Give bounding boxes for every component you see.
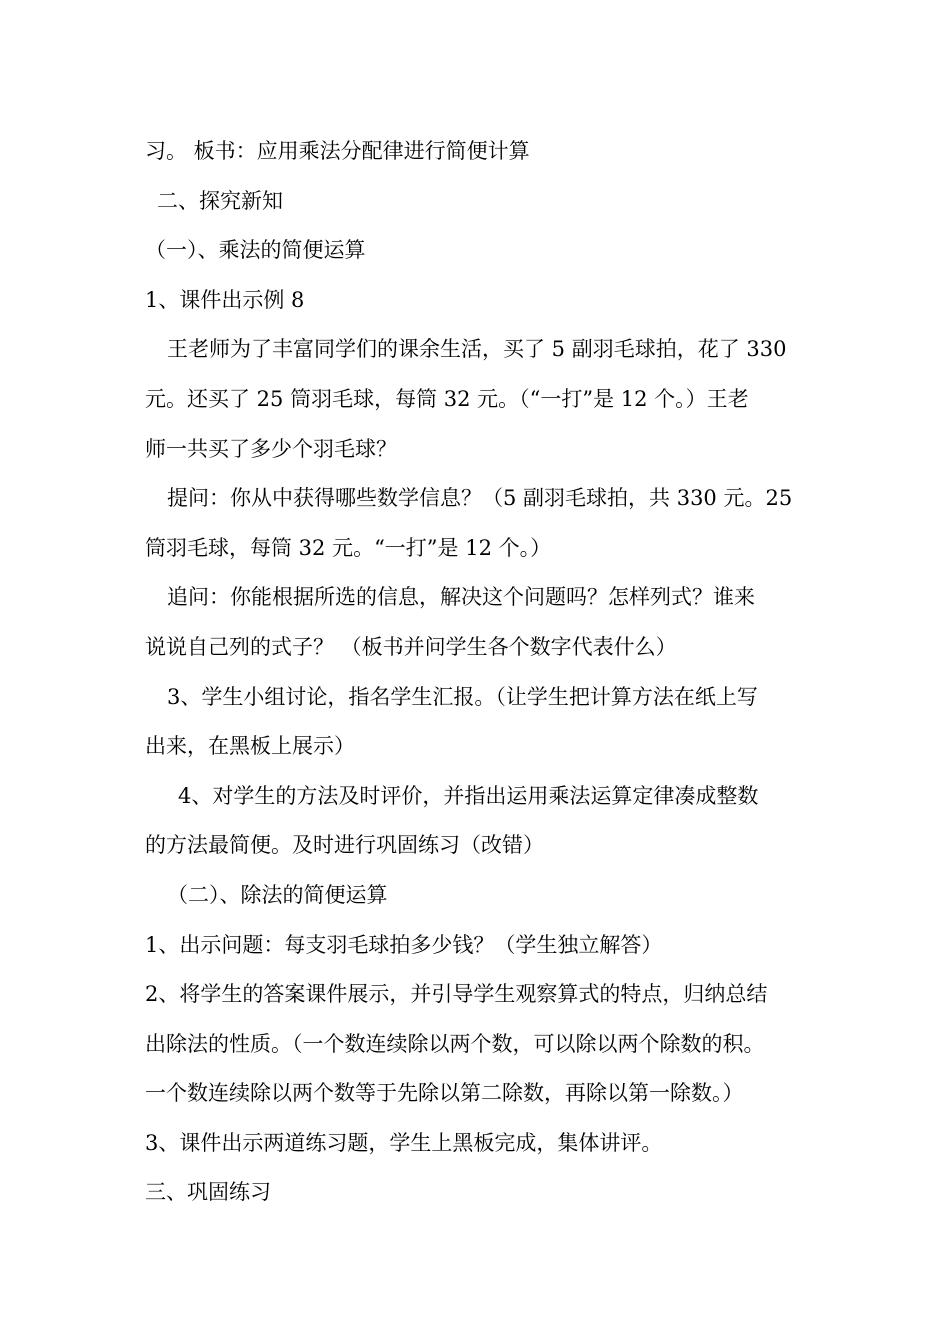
text-line: 元。还买了 25 筒羽毛球，每筒 32 元。（“一打”是 12 个。）王老 (145, 386, 749, 411)
text-line: 3、课件出示两道练习题，学生上黑板完成，集体讲评。 (145, 1130, 663, 1155)
section-heading: 二、探究新知 (157, 188, 283, 213)
text-line: 提问：你从中获得哪些数学信息？（5 副羽毛球拍，共 330 元。25 (167, 486, 793, 511)
section-heading: 三、巩固练习 (145, 1180, 271, 1205)
subsection-heading: （二）、除法的简便运算 (167, 882, 388, 907)
text-line: 出除法的性质。（一个数连续除以两个数，可以除以两个除数的积。 (145, 1031, 765, 1056)
text-line: 追问：你能根据所选的信息，解决这个问题吗？怎样列式？谁来 (167, 585, 755, 610)
text-line: 王老师为了丰富同学们的课余生活，买了 5 副羽毛球拍，花了 330 (167, 337, 787, 362)
text-line: 一个数连续除以两个数等于先除以第二除数，再除以第一除数。） (145, 1081, 744, 1106)
text-line: 3、学生小组讨论，指名学生汇报。（让学生把计算方法在纸上写 (167, 684, 758, 709)
text-line: 筒羽毛球，每筒 32 元。“一打”是 12 个。） (145, 535, 552, 560)
text-line: 说说自己列的式子？ （板书并问学生各个数字代表什么） (145, 634, 677, 659)
text-line: 师一共买了多少个羽毛球？ (145, 436, 397, 461)
text-line: 1、课件出示例 8 (145, 287, 305, 312)
subsection-heading: （一）、乘法的简便运算 (145, 238, 366, 263)
text-line: 习。 板书：应用乘法分配律进行简便计算 (145, 139, 530, 163)
text-line: 1、出示问题：每支羽毛球拍多少钱？（学生独立解答） (145, 932, 663, 957)
text-line: 4、对学生的方法及时评价，并指出运用乘法运算定律凑成整数 (178, 783, 759, 808)
document-body (145, 127, 810, 1218)
text-line: 出来，在黑板上展示） (145, 734, 355, 759)
text-line: 2、将学生的答案课件展示，并引导学生观察算式的特点，归纳总结 (145, 982, 768, 1007)
text-line: 的方法最简便。及时进行巩固练习（改错） (145, 833, 544, 858)
